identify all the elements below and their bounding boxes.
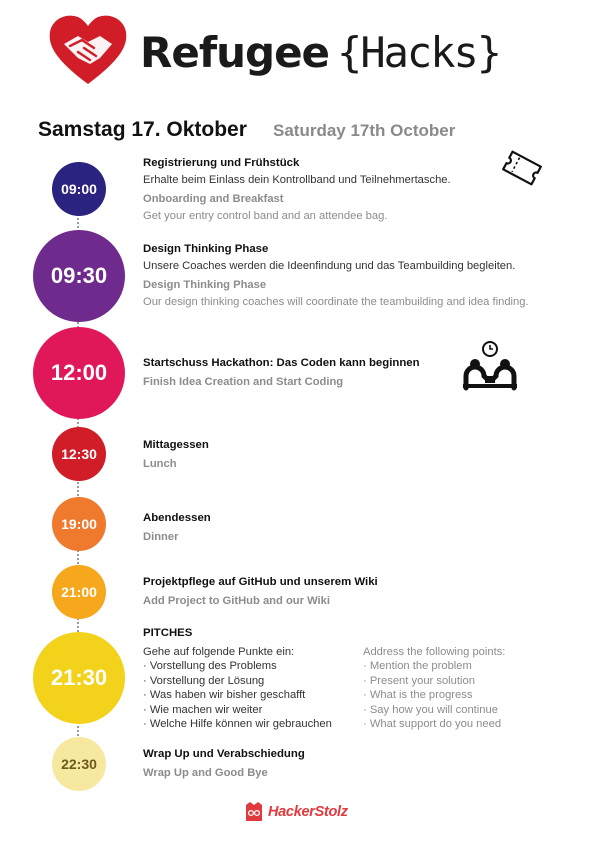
pitch-points-en: [363, 645, 505, 731]
entry-title-en: Dinner: [143, 531, 179, 543]
time-badge-2130: [33, 632, 125, 724]
entry-title-en: Onboarding and Breakfast: [143, 193, 284, 205]
schedule-entry-0900: [143, 156, 451, 223]
entry-title: Wrap Up und Verabschiedung: [143, 748, 305, 760]
entry-description-de: Erhalte beim Einlass dein Kontrollband und Teilnehmertasche.: [143, 174, 451, 186]
footer-brand-text: HackerStolz: [268, 804, 348, 820]
entry-title-en: Design Thinking Phase: [143, 279, 267, 291]
pitch-point-en: · Present your solution: [363, 674, 475, 687]
brand-title: [140, 30, 500, 76]
time-label: 12:30: [61, 446, 97, 462]
entry-title: Abendessen: [143, 512, 211, 524]
schedule-entry-1230: [143, 438, 209, 471]
entry-title: Mittagessen: [143, 439, 209, 451]
footer-brand: [244, 800, 348, 824]
entry-description-de: Unsere Coaches werden die Ideenfindung und das Teambuilding begleiten.: [143, 260, 516, 272]
time-badge-1230: [52, 427, 106, 481]
schedule-entry-2100: [143, 575, 378, 608]
entry-description-en: Our design thinking coaches will coordinate the teambuilding and idea finding.: [143, 296, 529, 308]
time-label: 21:30: [50, 665, 108, 690]
entry-title: Registrierung und Frühstück: [143, 157, 300, 169]
schedule-entry-2130-title: [143, 626, 192, 640]
entry-title: Startschuss Hackathon: Das Coden kann beginnen: [143, 357, 420, 369]
pitch-point-de: · Wie machen wir weiter: [143, 703, 263, 716]
entry-title-en: Lunch: [143, 458, 177, 470]
pitch-point-de: · Welche Hilfe können wir gebrauchen: [143, 718, 332, 731]
pitch-point-en: · What support do you need: [363, 718, 502, 731]
hackerstolz-logo-icon: [244, 801, 264, 823]
time-label: 09:00: [61, 181, 97, 197]
time-badge-0900: [52, 162, 106, 216]
pitch-points-de: [143, 645, 332, 731]
pitch-point-en: · Say how you will continue: [363, 703, 498, 716]
entry-title-en: Add Project to GitHub and our Wiki: [143, 595, 330, 607]
entry-title: Projektpflege auf GitHub und unserem Wiki: [143, 576, 378, 588]
handshake-heart-icon: [48, 14, 128, 86]
team-at-table-icon: [460, 340, 520, 398]
time-badge-1200: [33, 327, 125, 419]
time-badge-1900: [52, 497, 106, 551]
entry-title-en: Wrap Up and Good Bye: [143, 767, 268, 779]
ticket-icon: [498, 144, 546, 192]
date-english: Saturday 17th October: [273, 121, 456, 140]
time-label: 09:30: [50, 263, 108, 288]
date-german: Samstag 17. Oktober: [38, 118, 247, 141]
time-label: 12:00: [50, 360, 108, 385]
time-label: 19:00: [61, 516, 97, 532]
time-label: 22:30: [61, 756, 97, 772]
schedule-entry-1200: [143, 356, 420, 389]
entry-title: PITCHES: [143, 627, 193, 639]
pitch-intro-de: Gehe auf folgende Punkte ein:: [143, 646, 295, 658]
pitch-point-en: · Mention the problem: [363, 660, 472, 673]
schedule-entry-1900: [143, 511, 211, 544]
time-badge-2100: [52, 565, 106, 619]
pitch-point-de: · Vorstellung der Lösung: [143, 674, 265, 687]
time-badge-0930: [33, 230, 125, 322]
brand-word: Refugee: [140, 28, 330, 77]
entry-title: Design Thinking Phase: [143, 243, 269, 255]
pitch-point-de: · Was haben wir bisher geschafft: [143, 689, 306, 702]
time-label: 21:00: [61, 584, 97, 600]
pitch-intro-en: Address the following points:: [363, 646, 506, 658]
pitch-point-en: · What is the progress: [363, 689, 473, 702]
schedule-entry-0930: [143, 242, 529, 309]
entry-description-en: Get your entry control band and an attendee bag.: [143, 210, 388, 222]
pitch-point-de: · Vorstellung des Problems: [143, 660, 277, 673]
entry-title-en: Finish Idea Creation and Start Coding: [143, 376, 344, 388]
time-badge-2230: [52, 737, 106, 791]
schedule-entry-2230: [143, 747, 305, 780]
brand-code: {Hacks}: [337, 28, 501, 77]
